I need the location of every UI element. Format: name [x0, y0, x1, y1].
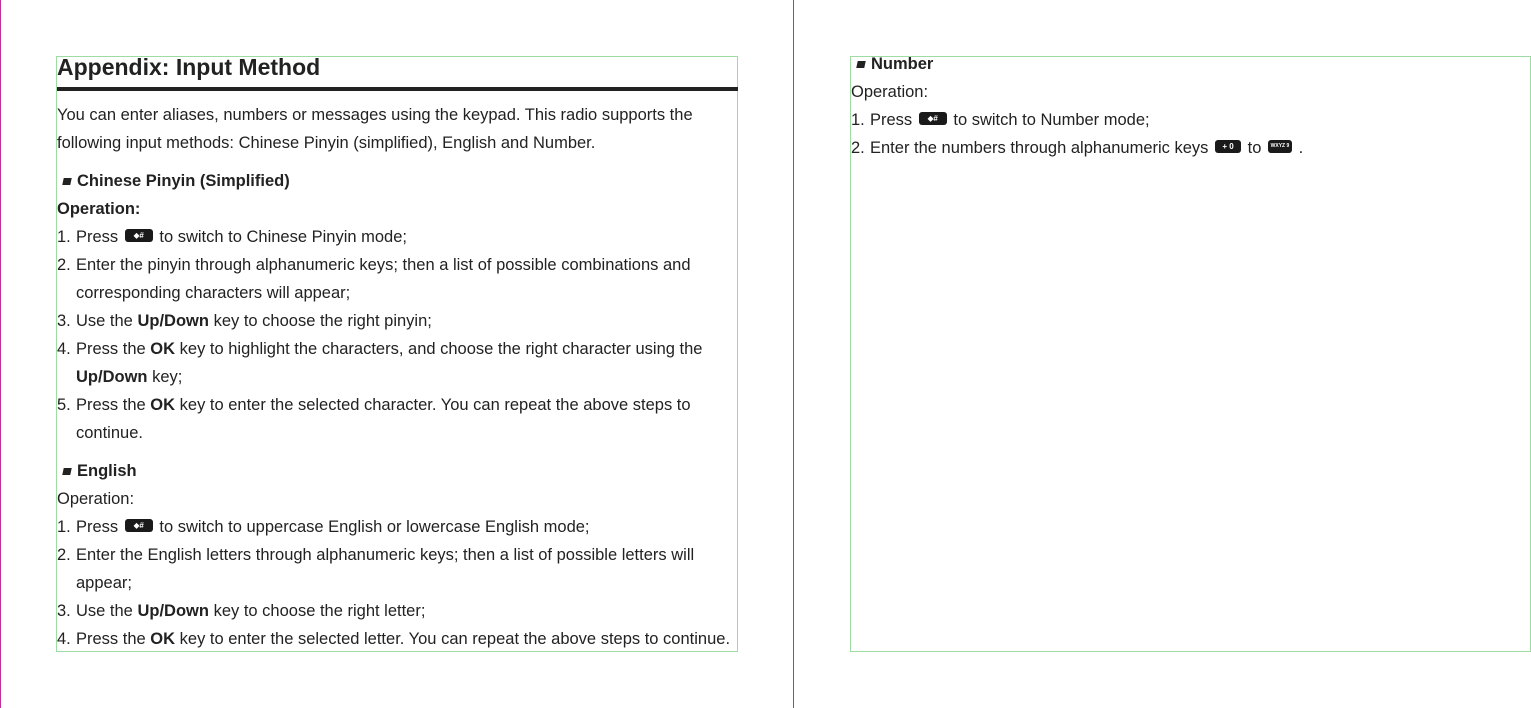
- right-page: [851, 50, 1521, 162]
- number-operation-label: Operation:: [851, 83, 929, 101]
- key-name: OK: [150, 630, 176, 648]
- pinyin-step-5-cont: continue.: [76, 424, 143, 442]
- step-text: key to choose the right letter;: [213, 602, 426, 620]
- english-operation-label: Operation:: [57, 490, 135, 508]
- step-text: Press: [76, 228, 119, 246]
- step-text: Press the: [76, 630, 146, 648]
- zero-key-icon: + 0: [1215, 140, 1241, 153]
- english-heading: [57, 457, 757, 485]
- square-bullet-icon: [62, 178, 71, 185]
- pinyin-heading-text: Chinese Pinyin (Simplified): [77, 172, 290, 190]
- pinyin-step-2-cont: corresponding characters will appear;: [76, 284, 351, 302]
- step-text: Press: [76, 518, 119, 536]
- page-divider: [793, 0, 794, 708]
- square-bullet-icon: [62, 468, 71, 475]
- step-text: Enter the pinyin through alphanumeric keys; then a list of possible combinations and: [76, 256, 691, 274]
- step-text: Press: [870, 111, 913, 129]
- step-number: 4.: [57, 630, 71, 648]
- number-step-1: [851, 106, 1521, 134]
- number-heading: [851, 50, 1521, 78]
- key-name: Up/Down: [137, 602, 209, 620]
- step-number: 1.: [851, 111, 865, 129]
- step-number: 1.: [57, 518, 71, 536]
- pinyin-step-3: [57, 307, 757, 335]
- step-text: Use the: [76, 602, 133, 620]
- intro-line-1: You can enter aliases, numbers or messages using the keypad. This radio supports the: [57, 106, 693, 124]
- step-text: Press the: [76, 340, 146, 358]
- english-step-2: [57, 541, 757, 569]
- number-heading-text: Number: [871, 55, 934, 73]
- step-number: 2.: [851, 139, 865, 157]
- step-number: 4.: [57, 340, 71, 358]
- step-text: .: [1298, 139, 1304, 157]
- step-text: key to highlight the characters, and choose the right character using the: [179, 340, 703, 358]
- step-text: Enter the numbers through alphanumeric keys: [870, 139, 1209, 157]
- english-heading-text: English: [77, 462, 137, 480]
- step-text: Enter the English letters through alphanumeric keys; then a list of possible letters will: [76, 546, 695, 564]
- key-name: OK: [150, 396, 176, 414]
- pinyin-step-2: [57, 251, 757, 279]
- step-number: 5.: [57, 396, 71, 414]
- step-text: to: [1247, 139, 1262, 157]
- step-text: key to choose the right pinyin;: [213, 312, 432, 330]
- step-text: to switch to Chinese Pinyin mode;: [159, 228, 407, 246]
- step-number: 3.: [57, 602, 71, 620]
- english-step-1: [57, 513, 757, 541]
- pinyin-heading: [57, 167, 757, 195]
- step-text: to switch to uppercase English or lowercase English mode;: [159, 518, 590, 536]
- step-text: key to enter the selected character. You can repeat the above steps to: [179, 396, 691, 414]
- step-text: key;: [152, 368, 183, 386]
- step-number: 1.: [57, 228, 71, 246]
- step-number: 2.: [57, 546, 71, 564]
- star-hash-key-icon: ⬥#: [125, 229, 153, 242]
- english-step-2-cont: appear;: [76, 574, 132, 592]
- intro-line-2: following input methods: Chinese Pinyin (simplified), English and Number.: [57, 134, 596, 152]
- step-text: Use the: [76, 312, 133, 330]
- number-step-2: [851, 134, 1521, 162]
- step-text: to switch to Number mode;: [953, 111, 1150, 129]
- star-hash-key-icon: ⬥#: [125, 519, 153, 532]
- square-bullet-icon: [856, 61, 865, 68]
- pinyin-step-4: [57, 335, 757, 363]
- step-number: 2.: [57, 256, 71, 274]
- step-text: key to enter the selected letter. You can repeat the above steps to continue.: [179, 630, 731, 648]
- key-name: OK: [150, 340, 176, 358]
- english-step-3: [57, 597, 757, 625]
- step-text: Press the: [76, 396, 146, 414]
- pinyin-step-5: [57, 391, 757, 419]
- page-title: Appendix: Input Method: [57, 54, 321, 80]
- left-page: [57, 53, 757, 653]
- left-trim-line: [0, 0, 1, 708]
- pinyin-operation-label: Operation:: [57, 200, 141, 218]
- key-name: Up/Down: [137, 312, 209, 330]
- star-hash-key-icon: ⬥#: [919, 112, 947, 125]
- nine-key-icon: WXYZ 9: [1268, 140, 1292, 153]
- english-step-4: [57, 625, 757, 653]
- step-number: 3.: [57, 312, 71, 330]
- pinyin-step-1: [57, 223, 757, 251]
- pinyin-step-4-cont: [57, 363, 757, 391]
- key-name: Up/Down: [76, 368, 148, 386]
- title-rule: [57, 87, 738, 91]
